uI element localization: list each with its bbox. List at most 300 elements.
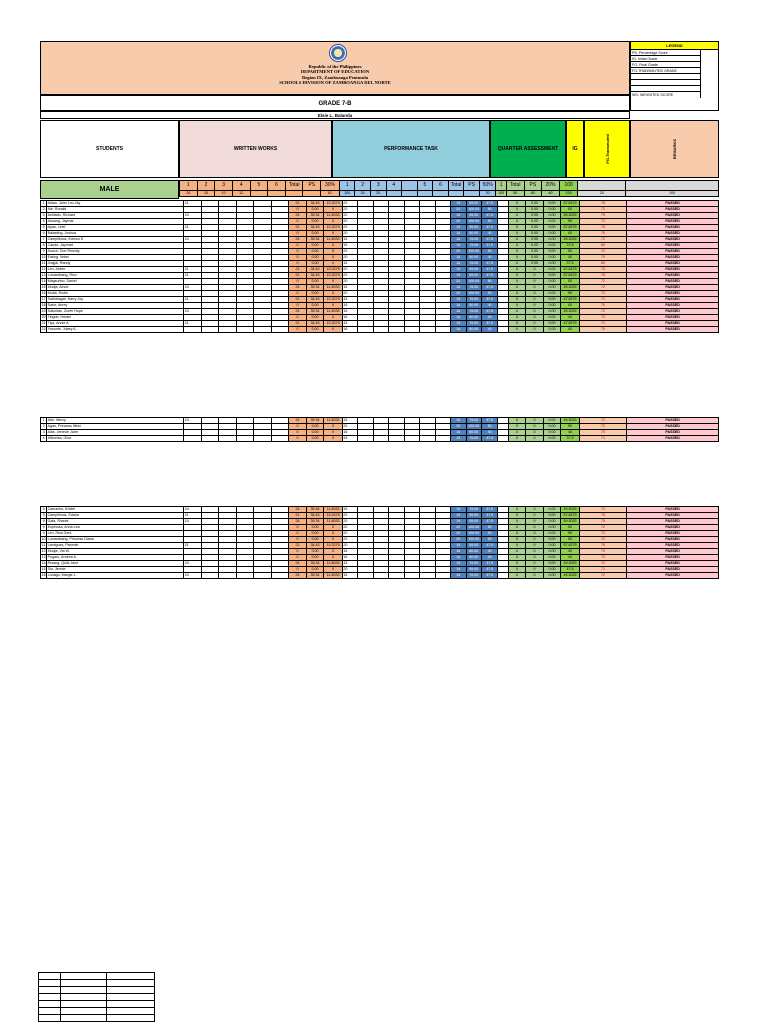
student-name: Espinosa, Anna Lea: [47, 525, 184, 531]
initial-grade: 50: [561, 207, 580, 213]
ww-total: 21: [289, 321, 307, 327]
pt-ws: 40: [481, 255, 497, 261]
qa-ps: 0: [526, 297, 544, 303]
qa-ps: 0: [526, 519, 544, 525]
ww-ws: 0: [324, 249, 343, 255]
qa-total: 0: [508, 525, 526, 531]
qa-score: [498, 436, 508, 442]
subheader-cell: Total: [506, 181, 524, 191]
final-grade: 71: [579, 297, 626, 303]
legend-item: PS- Percentage Score: [631, 50, 701, 56]
row-number: 17: [41, 297, 46, 301]
ww-total: 24: [289, 519, 307, 525]
ww-ws: 10.3279: [324, 267, 343, 273]
pt-total: 19: [451, 519, 466, 525]
ww-score: [201, 327, 219, 333]
qa-total: 0: [508, 549, 526, 555]
qa-ws: 0.00: [543, 219, 561, 225]
qa-total: 0: [508, 309, 526, 315]
student-name: Lim, Jeden: [47, 267, 184, 273]
pt-ps: 75.00: [466, 261, 481, 267]
remarks: PASSED: [627, 513, 719, 519]
ww-ps: 34.43: [306, 201, 324, 207]
ww-ws: 0: [324, 424, 343, 430]
ww-score: [219, 573, 237, 579]
final-grade: 75: [579, 201, 626, 207]
pt-ws: 40: [481, 430, 497, 436]
pt-score: [420, 327, 435, 333]
student-name: Sator, Anrey: [47, 303, 184, 309]
table-row: [41, 327, 719, 333]
pt-score: 16: [342, 430, 357, 436]
qa-ps: 0: [526, 273, 544, 279]
pt-ws: 37.5: [481, 261, 497, 267]
school-header: [40, 41, 630, 95]
final-grade: 70: [579, 327, 626, 333]
pt-ws: 40: [481, 555, 497, 561]
initial-grade: 37.5: [561, 243, 580, 249]
ww-ps: 34.43: [306, 543, 324, 549]
subheader-cell: PS: [524, 181, 542, 191]
pt-ps: 80.00: [466, 231, 481, 237]
row-number: 9: [41, 525, 47, 531]
pt-ps: 95.00: [466, 567, 481, 573]
pt-ws: 50: [481, 279, 497, 285]
pt-score: 15: [342, 297, 357, 303]
subheader-cell: [578, 181, 626, 191]
hps-cell: 100: [626, 191, 719, 197]
pt-ws: 47.5: [481, 201, 497, 207]
row-number: 9: [41, 519, 47, 525]
qa-ps: 0: [526, 507, 544, 513]
subheader-cell: PS: [303, 181, 321, 191]
hps-cell: 100: [339, 191, 355, 197]
initial-grade: 50: [561, 525, 580, 531]
legend-item: FG- Final Grade: [631, 62, 701, 68]
final-grade: 70: [579, 549, 626, 555]
initial-grade: 49.3033: [561, 507, 580, 513]
ww-total: 21: [289, 225, 307, 231]
student-name: Ansang, Jaymar: [47, 219, 184, 225]
student-name: Lumanibang, Rico: [47, 273, 184, 279]
student-name: Mufta, Rodin: [47, 291, 184, 297]
student-name: Salimbagat, Harry Joy: [47, 297, 184, 303]
remarks: PASSED: [627, 430, 719, 436]
qa-ws: 0.00: [543, 531, 561, 537]
ww-ps: 0.00: [306, 303, 324, 309]
ww-total: 21: [289, 273, 307, 279]
pt-score: 15: [342, 436, 357, 442]
initial-grade: 49.3033: [561, 418, 580, 424]
student-name: Rrsang, Quiis Jane: [47, 561, 184, 567]
initial-grade: 50: [561, 219, 580, 225]
pt-ws: 47.5: [481, 213, 497, 219]
pt-score: 20: [342, 543, 357, 549]
header-line-1: Republic of the Philippines: [308, 64, 362, 69]
pt-total: 20: [451, 207, 466, 213]
ww-score: 21: [184, 273, 202, 279]
ww-score: [219, 327, 237, 333]
pt-ws: 37.5: [481, 309, 497, 315]
ww-ws: 11.8033: [324, 507, 343, 513]
ww-ps: 0.00: [306, 291, 324, 297]
pt-score: [358, 573, 373, 579]
ww-score: 24: [184, 309, 202, 315]
student-name: Balasting, Joshua: [47, 231, 184, 237]
qa-total: 0: [508, 430, 526, 436]
qa-ps: 0: [526, 267, 544, 273]
pt-score: [435, 436, 450, 442]
ww-ps: 34.43: [306, 513, 324, 519]
pt-score: 20: [342, 519, 357, 525]
ww-total: 24: [289, 285, 307, 291]
pt-total: 20: [451, 249, 466, 255]
qa-ps: 0.00: [526, 237, 544, 243]
final-grade: 72: [579, 561, 626, 567]
qa-total: 0: [508, 321, 526, 327]
initial-grade: 57.8279: [561, 201, 580, 207]
pt-score: 20: [342, 424, 357, 430]
qa-total: 0: [508, 249, 526, 255]
qa-ps: 0: [526, 513, 544, 519]
hps-cell: [448, 191, 464, 197]
remarks: PASSED: [627, 525, 719, 531]
qa-ps: 0: [526, 303, 544, 309]
final-grade: 72: [579, 573, 626, 579]
ww-ws: 11.8033: [324, 213, 343, 219]
deped-seal-icon: [329, 44, 347, 62]
remarks: PASSED: [627, 543, 719, 549]
remarks: PASSED: [627, 231, 719, 237]
subheader-cell: [626, 181, 719, 191]
initial-grade: 50: [561, 537, 580, 543]
hps-cell: 60: [524, 191, 542, 197]
ww-score: [271, 327, 289, 333]
subheader-cell: 100: [559, 181, 578, 191]
qa-total: 0: [508, 561, 526, 567]
pt-score: 15: [342, 321, 357, 327]
hps-cell: [386, 191, 402, 197]
ww-total: 0: [289, 537, 307, 543]
row-number: 3: [41, 213, 47, 219]
initial-grade: 49.3033: [561, 309, 580, 315]
student-name: Abe, Mercy: [47, 418, 184, 424]
student-name: Tiya, Annie A.: [47, 321, 184, 327]
pt-ps: 95.00: [466, 267, 481, 273]
pt-total: 16: [451, 315, 466, 321]
qa-ps: 0: [526, 436, 544, 442]
initial-grade: 49.3033: [561, 237, 580, 243]
qa-ps: 0: [526, 531, 544, 537]
ww-ws: 0: [324, 327, 343, 333]
qa-ws: 0.00: [543, 297, 561, 303]
ww-ps: 0.00: [306, 327, 324, 333]
initial-grade: 37.5: [561, 436, 580, 442]
hps-cell: [268, 191, 286, 197]
pt-score: 20: [342, 255, 357, 261]
student-name: Dosch, Don Rmeldy: [47, 249, 184, 255]
pt-total: 20: [451, 291, 466, 297]
qa-ps: 0: [526, 321, 544, 327]
remarks: PASSED: [627, 225, 719, 231]
final-grade: 72: [579, 537, 626, 543]
footer-blank-table: [38, 972, 155, 1022]
ww-ps: 0.00: [306, 531, 324, 537]
legend-title: LEGEND: [631, 42, 718, 50]
qa-ws: 0.00: [543, 243, 561, 249]
ww-ps: 39.34: [306, 285, 324, 291]
teacher-name: Elsie L. Balanda: [40, 111, 630, 119]
initial-grade: 50: [561, 531, 580, 537]
ww-ws: 0: [324, 525, 343, 531]
student-name: Satumas, Zoren Hope: [47, 309, 184, 315]
qa-total: 0: [508, 315, 526, 321]
remarks: PASSED: [627, 573, 719, 579]
initial-grade: 47.8279: [561, 297, 580, 303]
student-name: Campilimos, Edana: [47, 513, 184, 519]
row-number: 11: [41, 543, 46, 547]
ww-total: 24: [289, 213, 307, 219]
student-name: Magsunbo, Daniel: [47, 279, 184, 285]
student-name: Alas, Jenevie Jane: [47, 430, 184, 436]
pt-ps: 75.00: [466, 561, 481, 567]
row-number: 6: [41, 231, 47, 237]
pt-total: 16: [451, 255, 466, 261]
remarks: PASSED: [627, 549, 719, 555]
pt-score: 16: [342, 549, 357, 555]
row-number: 8: [41, 243, 47, 249]
qa-ws: 0.00: [543, 424, 561, 430]
ww-score: [201, 436, 219, 442]
subheader-cell: 1: [339, 181, 355, 191]
hps-cell: 61: [321, 191, 340, 197]
pt-score: [404, 436, 419, 442]
qa-ws: 0.00: [543, 285, 561, 291]
qa-ps: 0.00: [526, 231, 544, 237]
final-grade: 75: [579, 213, 626, 219]
final-grade: 72: [579, 309, 626, 315]
pt-score: 15: [342, 507, 357, 513]
row-number: 2: [41, 207, 47, 213]
final-grade: 70: [579, 231, 626, 237]
male-label: MALE: [40, 180, 179, 199]
pt-score: [435, 327, 450, 333]
hps-cell: [303, 191, 321, 197]
qa-total: 0: [508, 207, 526, 213]
pt-ws: 50: [481, 219, 497, 225]
student-name: Amilado, Richard: [47, 213, 184, 219]
hps-cell: 15: [197, 191, 215, 197]
remarks: PASSED: [627, 424, 719, 430]
grades-table-female: [40, 417, 719, 442]
qa-score: [498, 327, 508, 333]
hps-cell: 30: [355, 191, 371, 197]
ww-total: 21: [289, 513, 307, 519]
hps-cell: [417, 191, 433, 197]
pt-score: [420, 436, 435, 442]
initial-grade: 40: [561, 315, 580, 321]
ww-score: [236, 573, 254, 579]
remarks: PASSED: [627, 297, 719, 303]
subheader-cell: 2: [197, 181, 215, 191]
pt-ws: 47.5: [481, 267, 497, 273]
pt-ws: 50: [481, 424, 497, 430]
pt-ps: 80.00: [466, 255, 481, 261]
initial-grade: 49.3033: [561, 285, 580, 291]
row-number: 14: [41, 279, 46, 283]
ww-ps: 39.34: [306, 561, 324, 567]
pt-score: 20: [342, 525, 357, 531]
final-grade: 72: [579, 291, 626, 297]
qa-total: 0: [508, 201, 526, 207]
student-name: Lumanibang, Princess Diana: [47, 537, 184, 543]
ww-ps: 0.00: [306, 537, 324, 543]
qa-ws: 0.00: [543, 213, 561, 219]
initial-grade: 40: [561, 549, 580, 555]
qa-total: 0: [508, 219, 526, 225]
remarks: PASSED: [627, 201, 719, 207]
pt-ws: 40: [481, 303, 497, 309]
ww-ws: 10.3279: [324, 225, 343, 231]
final-grade: 70: [579, 255, 626, 261]
final-grade: 72: [579, 279, 626, 285]
final-grade: 72: [579, 219, 626, 225]
subheader-row: [180, 181, 719, 191]
qa-ws: 0.00: [543, 273, 561, 279]
ww-ps: 0.00: [306, 315, 324, 321]
qa-ws: 0.00: [543, 321, 561, 327]
qa-total: 0: [508, 237, 526, 243]
remarks: PASSED: [627, 237, 719, 243]
qa-total: 0: [508, 297, 526, 303]
pt-score: 20: [342, 513, 357, 519]
pt-score: [389, 327, 404, 333]
qa-total: 0: [508, 507, 526, 513]
pt-ws: 50: [481, 537, 497, 543]
ww-total: 0: [289, 249, 307, 255]
remarks: PASSED: [627, 567, 719, 573]
ww-ws: 0: [324, 291, 343, 297]
student-name: Gala, Shanie: [47, 519, 184, 525]
student-name: Yanunte, Jdaey A.: [47, 327, 184, 333]
qa-total: 0: [508, 291, 526, 297]
pt-total: 19: [451, 213, 466, 219]
ww-ws: 11.8033: [324, 237, 343, 243]
student-name: Tingob, Hmael: [47, 315, 184, 321]
ww-ps: 34.43: [306, 273, 324, 279]
pt-ps: 75.00: [466, 297, 481, 303]
row-number: 20: [41, 315, 46, 319]
ww-ps: 34.43: [306, 321, 324, 327]
ww-ws: 10.3279: [324, 297, 343, 303]
ww-score: [271, 436, 289, 442]
pt-ps: 95.00: [466, 201, 481, 207]
final-grade: 71: [579, 321, 626, 327]
qa-ps: 0: [526, 424, 544, 430]
grade-title: GRADE 7-B: [40, 95, 630, 111]
legend-item: FG-TRANSMUTED GRADE: [631, 68, 701, 74]
pt-ws: 50: [481, 249, 497, 255]
pt-ps: 95.00: [466, 213, 481, 219]
hps-cell: [285, 191, 303, 197]
initial-grade: 49.3033: [561, 573, 580, 579]
initial-grade: 57.8279: [561, 543, 580, 549]
qa-ps: 0.00: [526, 201, 544, 207]
remarks: PASSED: [627, 285, 719, 291]
qa-ps: 0: [526, 285, 544, 291]
ww-ps: 39.34: [306, 519, 324, 525]
qa-ps: 0: [526, 567, 544, 573]
row-number: 9: [41, 513, 47, 519]
ww-total: 0: [289, 261, 307, 267]
pt-score: 15: [342, 261, 357, 267]
ww-ps: 34.43: [306, 297, 324, 303]
ww-score: [254, 327, 272, 333]
qa-ws: 0.00: [543, 549, 561, 555]
row-number: 13: [41, 273, 46, 277]
qa-ps: 0.00: [526, 249, 544, 255]
pt-ws: 37.5: [481, 321, 497, 327]
qa-total: 0: [508, 267, 526, 273]
qa-ws: 0.00: [543, 436, 561, 442]
row-number: 10: [41, 537, 46, 541]
qa-ps: 0: [526, 315, 544, 321]
student-name: Apas, Lelel: [47, 225, 184, 231]
qa-total: 0: [508, 543, 526, 549]
pt-total: 16: [451, 231, 466, 237]
pt-ps: 95.00: [466, 513, 481, 519]
pt-total: 15: [451, 418, 466, 424]
remarks: PASSED: [627, 436, 719, 442]
pt-total: 20: [451, 219, 466, 225]
qa-ps: 0: [526, 327, 544, 333]
pt-score: [373, 327, 388, 333]
ww-ws: 0: [324, 231, 343, 237]
pt-total: 16: [451, 327, 466, 333]
ww-ws: 10.3279: [324, 321, 343, 327]
ww-total: 21: [289, 201, 307, 207]
table-row: [41, 436, 719, 442]
qa-total: 0: [508, 424, 526, 430]
pt-total: 19: [451, 225, 466, 231]
ww-ws: 0: [324, 207, 343, 213]
qa-ws: 0.00: [543, 225, 561, 231]
pt-total: 16: [451, 555, 466, 561]
qa-ps: 0.00: [526, 225, 544, 231]
ww-ps: 0.00: [306, 255, 324, 261]
row-number: 4: [41, 436, 47, 442]
ww-total: 24: [289, 573, 307, 579]
pt-score: 20: [342, 207, 357, 213]
pt-score: 20: [342, 273, 357, 279]
qa-ps: 0: [526, 525, 544, 531]
remarks: PASSED: [627, 537, 719, 543]
row-number: 1: [41, 201, 47, 207]
pt-score: [435, 573, 450, 579]
ww-ws: 11.8033: [324, 418, 343, 424]
initial-grade: 50: [561, 249, 580, 255]
remarks: PASSED: [627, 327, 719, 333]
pt-ws: 50: [481, 531, 497, 537]
remarks: PASSED: [627, 309, 719, 315]
qa-ps: 0: [526, 543, 544, 549]
pt-ps: 75.00: [466, 237, 481, 243]
remarks: PASSED: [627, 249, 719, 255]
pt-ps: 100.00: [466, 424, 481, 430]
qa-ws: 0.00: [543, 543, 561, 549]
remarks: PASSED: [627, 219, 719, 225]
remarks: PASSED: [627, 321, 719, 327]
